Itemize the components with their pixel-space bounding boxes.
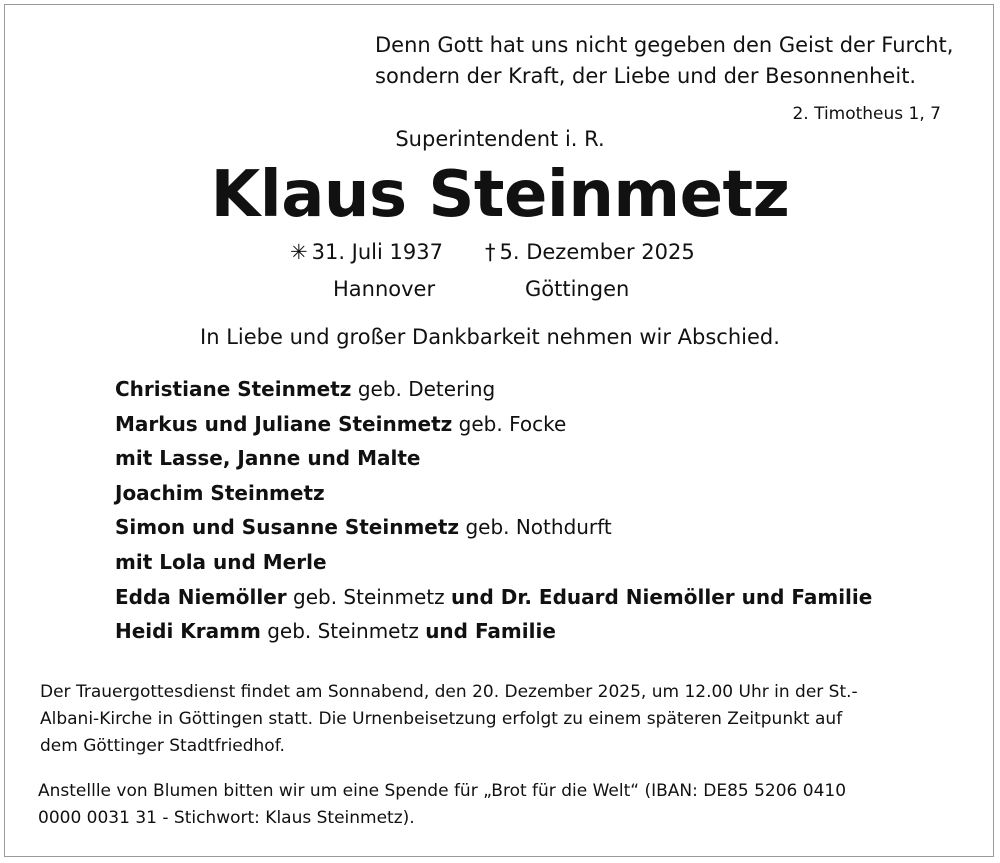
mourner-name: Edda Niemöller	[115, 584, 287, 609]
mourner-note: geb. Nothdurft	[465, 515, 612, 540]
quote-line-2: sondern der Kraft, der Liebe und der Besonnenheit.	[375, 64, 917, 88]
bible-quote	[375, 30, 953, 92]
death-cross-icon: †	[485, 240, 496, 264]
donation-line-1: Anstellle von Blumen bitten wir um eine Spende für „Brot für die Welt“ (IBAN: DE85 5206 0410	[38, 781, 847, 801]
mourner-line	[115, 510, 872, 545]
mourner-line	[115, 407, 872, 442]
mourner-line	[115, 372, 872, 407]
donation-info	[38, 778, 846, 832]
mourner-line	[115, 545, 872, 580]
mourner-note: geb. Detering	[357, 377, 496, 401]
birth-date-line	[290, 240, 443, 264]
birth-place: Hannover	[333, 277, 436, 301]
death-date-line	[485, 240, 695, 264]
mourner-name: Markus und Juliane Steinmetz	[115, 411, 453, 436]
mourner-name: Simon und Susanne Steinmetz	[115, 515, 460, 540]
mourner-suffix: und Dr. Eduard Niemöller und Familie	[450, 584, 873, 609]
service-line-1: Der Trauergottesdienst findet am Sonnabend, den 20. Dezember 2025, um 12.00 Uhr in der St.-	[40, 682, 858, 702]
mourner-name: mit Lasse, Janne und Malte	[115, 446, 421, 471]
quote-reference: 2. Timotheus 1, 7	[792, 104, 941, 124]
death-place: Göttingen	[525, 277, 630, 301]
farewell-text: In Liebe und großer Dankbarkeit nehmen wir Abschied.	[200, 325, 780, 349]
mourner-name: Joachim Steinmetz	[115, 480, 325, 505]
deceased-title: Superintendent i. R.	[395, 127, 605, 151]
mourner-name: Christiane Steinmetz	[115, 377, 352, 401]
donation-line-2: 0000 0031 31 - Stichwort: Klaus Steinmetz).	[38, 808, 415, 828]
mourner-note: geb. Steinmetz	[293, 584, 445, 609]
death-date: 5. Dezember 2025	[499, 240, 695, 264]
service-info	[40, 679, 858, 760]
service-line-2: Albani-Kirche in Göttingen statt. Die Urnenbeisetzung erfolgt zu einem späteren Zeitpunkt auf	[40, 709, 843, 729]
mourner-name: Heidi Kramm	[115, 619, 261, 644]
service-line-3: dem Göttinger Stadtfriedhof.	[40, 736, 285, 756]
mourner-line	[115, 441, 872, 476]
mourners-list	[115, 372, 872, 649]
mourner-line	[115, 476, 872, 511]
deceased-name: Klaus Steinmetz	[210, 158, 790, 232]
mourner-note: geb. Focke	[458, 411, 567, 436]
mourner-name: mit Lola und Merle	[115, 549, 327, 574]
mourner-line	[115, 580, 872, 615]
mourner-suffix: und Familie	[425, 619, 556, 644]
quote-line-1: Denn Gott hat uns nicht gegeben den Geist der Furcht,	[375, 33, 954, 57]
mourner-line	[115, 614, 872, 649]
birth-date: 31. Juli 1937	[311, 240, 443, 264]
birth-star-icon: ✳	[290, 240, 308, 264]
mourner-note: geb. Steinmetz	[267, 619, 419, 644]
